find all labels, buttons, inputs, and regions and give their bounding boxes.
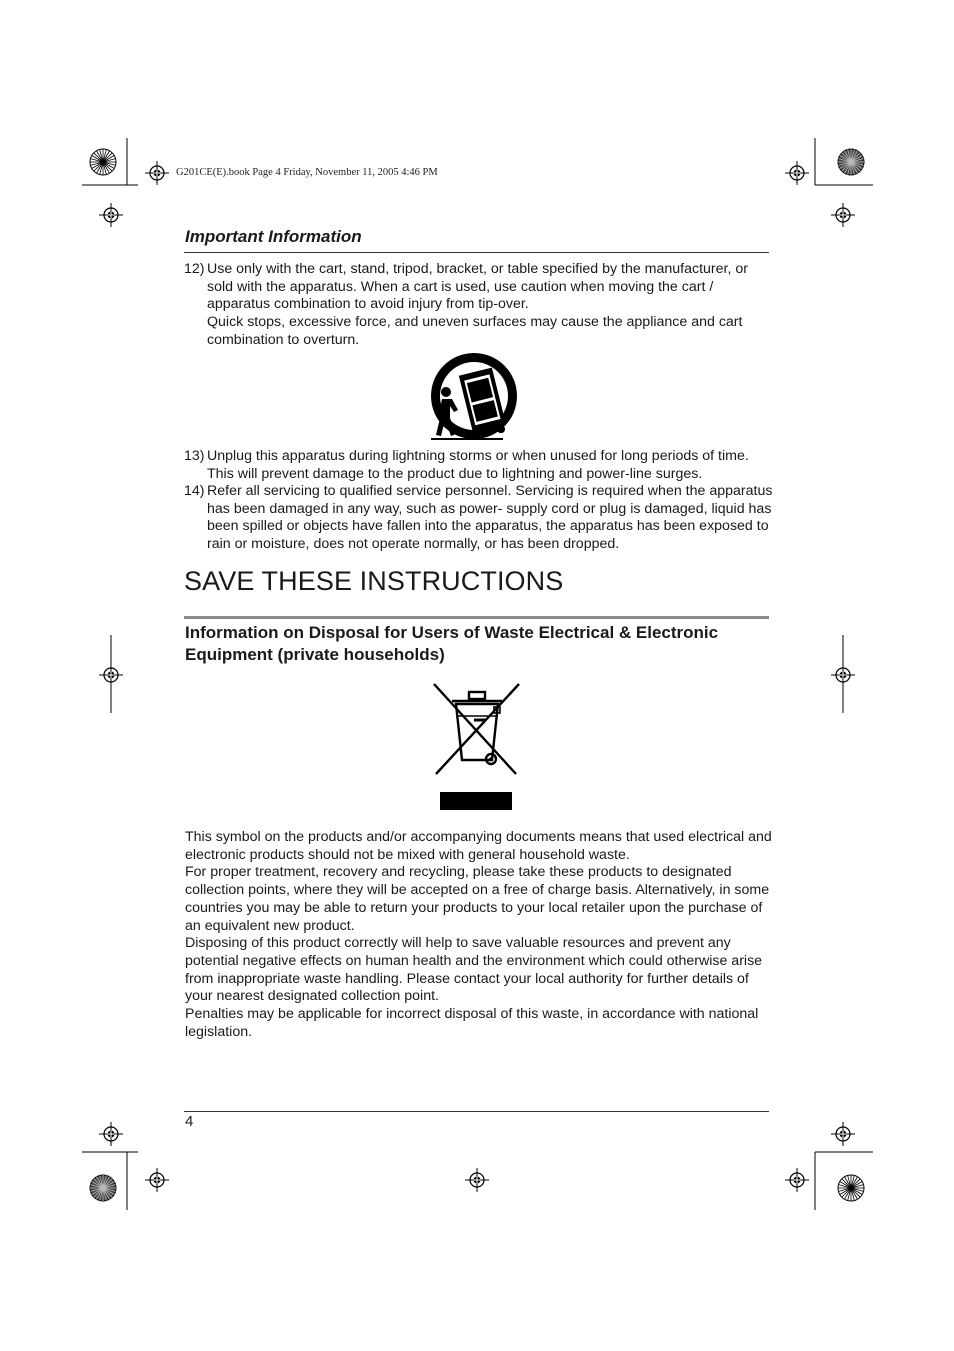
page-number: 4: [185, 1113, 194, 1130]
weee-body: [185, 829, 775, 1041]
item-paragraph: Refer all servicing to qualified service personnel. Servicing is required when the apparatus has been damaged in any way, such as power- supply cord or plug is damaged, liquid has been spilled or objects have fallen into the apparatus, the apparatus has been exposed to rain or moisture, does not operate normally, or has been dropped.: [207, 483, 773, 553]
registration-mark-icon: [99, 663, 123, 687]
list-item-12: [184, 261, 774, 350]
item-paragraph: Unplug this apparatus during lightning storms or when unused for long periods of time. This will prevent damage to the product due to lightning and power-line surges.: [207, 448, 749, 482]
registration-mark-icon: [145, 1168, 169, 1192]
weee-date-bar: [440, 792, 512, 810]
weee-heading: Information on Disposal for Users of Waste Electrical & Electronic Equipment (private households): [185, 623, 719, 664]
registration-mark-icon: [785, 1168, 809, 1192]
weee-paragraph: Disposing of this product correctly will help to save valuable resources and prevent any potential negative effects on human health and the environment which could otherwise arise from inappropriate waste handling. Please contact your local authority for further details of your nearest designated collection point.: [185, 935, 763, 1005]
item-number: 14): [184, 483, 205, 499]
weee-paragraph: This symbol on the products and/or accompanying documents means that used electrical and electronic products should not be mixed with general household waste.: [185, 829, 772, 863]
registration-mark-icon: [465, 1168, 489, 1192]
color-bar-starburst-icon: [838, 149, 864, 175]
registration-mark-icon: [831, 203, 855, 227]
color-bar-starburst-icon: [838, 1175, 864, 1201]
cart-tip-over-warning-icon: [428, 352, 520, 444]
list-item-14: [184, 483, 774, 554]
crossed-out-wheelie-bin-icon: [430, 680, 524, 776]
item-paragraph: Quick stops, excessive force, and uneven surfaces may cause the appliance and cart combination to overturn.: [207, 314, 743, 348]
book-meta-line: G201CE(E).book Page 4 Friday, November 11, 2005 4:46 PM: [176, 167, 438, 178]
weee-paragraph: Penalties may be applicable for incorrect disposal of this waste, in accordance with national legislation.: [185, 1006, 759, 1040]
registration-mark-icon: [99, 203, 123, 227]
registration-mark-icon: [145, 161, 169, 185]
color-bar-starburst-icon: [90, 1175, 116, 1201]
item-number: 12): [184, 261, 205, 277]
color-bar-starburst-icon: [90, 149, 116, 175]
item-paragraph: Use only with the cart, stand, tripod, bracket, or table specified by the manufacturer, or sold with the apparatus. When a cart is used, use caution when moving the cart / apparatus combination to avoid injury from tip-over.: [207, 261, 748, 313]
save-instructions-title: SAVE THESE INSTRUCTIONS: [184, 566, 564, 596]
registration-mark-icon: [785, 161, 809, 185]
list-item-13: [184, 448, 774, 483]
registration-mark-icon: [99, 1122, 123, 1146]
registration-mark-icon: [831, 1122, 855, 1146]
header-rule: [184, 252, 769, 253]
weee-paragraph: For proper treatment, recovery and recycling, please take these products to designated collection points, where they will be accepted on a free of charge basis. Alternatively, in some countries you may be able to return your products to your local retailer upon the purchase of an equivalent new product.: [185, 864, 770, 934]
save-instructions-rule: [184, 616, 769, 619]
item-number: 13): [184, 448, 205, 464]
section-heading: Important Information: [185, 227, 362, 246]
registration-mark-icon: [831, 663, 855, 687]
footer-rule: [184, 1111, 769, 1112]
